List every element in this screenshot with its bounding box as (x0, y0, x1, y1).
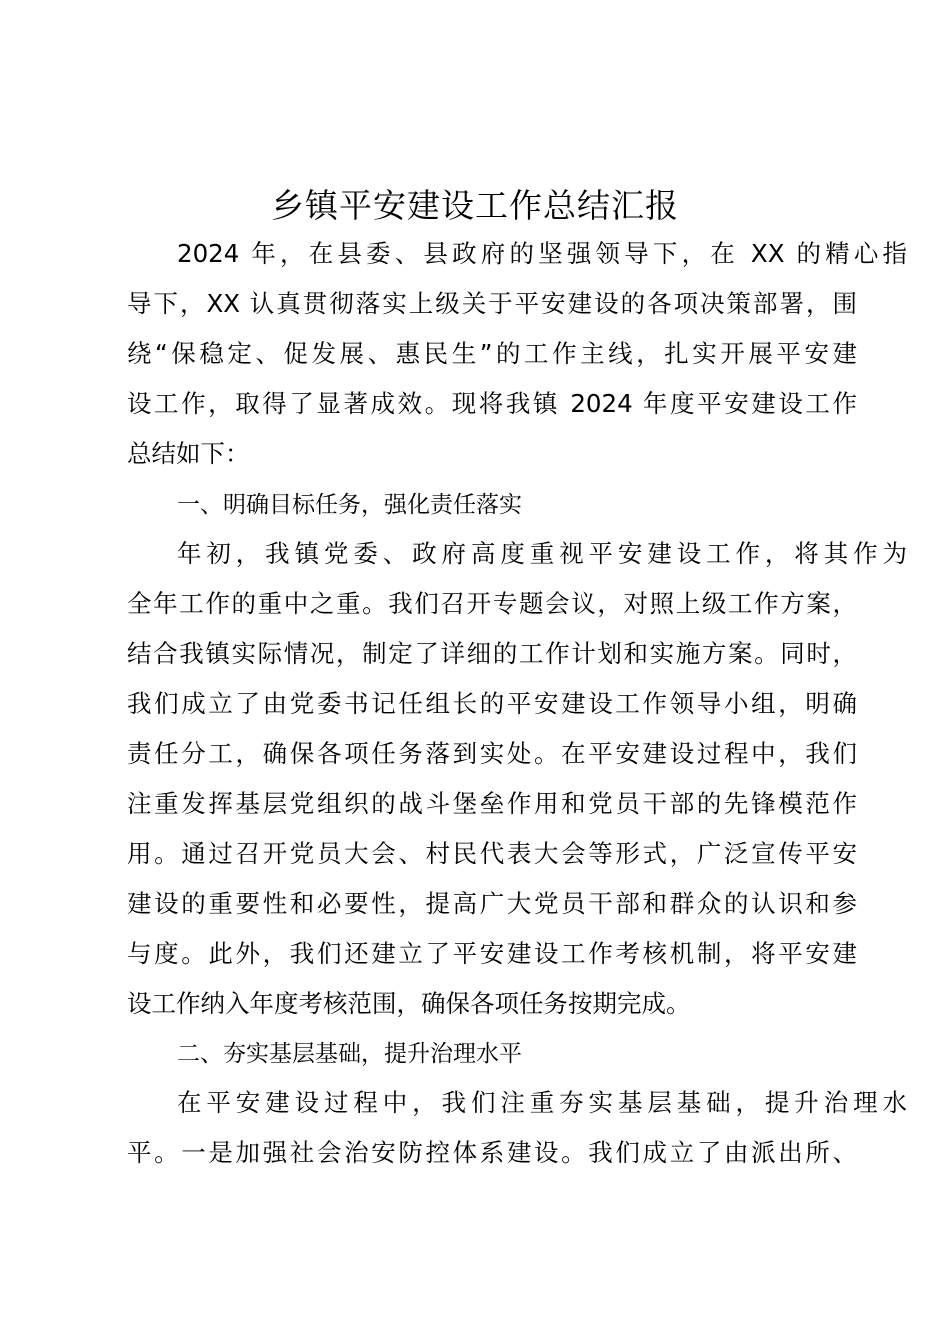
paragraph-line: 平。一是加强社会治安防控体系建设。我们成立了由派出所、 (127, 1138, 857, 1167)
paragraph-line: 与度。此外，我们还建立了平安建设工作考核机制，将平安建 (127, 939, 857, 968)
section-heading: 二、夯实基层基础，提升治理水平 (177, 1041, 522, 1067)
paragraph-line: 在平安建设过程中，我们注重夯实基层基础，提升治理水 (177, 1088, 907, 1117)
paragraph-line: 2024 年，在县委、县政府的坚强领导下，在 XX 的精心指 (177, 239, 907, 268)
paragraph-line: 结合我镇实际情况，制定了详细的工作计划和实施方案。同时， (127, 639, 857, 668)
paragraph-line: 注重发挥基层党组织的战斗堡垒作用和党员干部的先锋模范作 (127, 789, 857, 818)
paragraph-line: 建设的重要性和必要性，提高广大党员干部和群众的认识和参 (127, 889, 857, 918)
paragraph-line: 设工作，取得了显著成效。现将我镇 2024 年度平安建设工作 (127, 389, 857, 418)
paragraph-line: 导下，XX 认真贯彻落实上级关于平安建设的各项决策部署，围 (127, 289, 857, 318)
section-heading: 一、明确目标任务，强化责任落实 (177, 492, 522, 518)
document-title: 乡镇平安建设工作总结汇报 (271, 186, 679, 225)
paragraph-line: 设工作纳入年度考核范围，确保各项任务按期完成。 (127, 989, 691, 1018)
paragraph-line: 责任分工，确保各项任务落到实处。在平安建设过程中，我们 (127, 739, 857, 768)
paragraph-line: 全年工作的重中之重。我们召开专题会议，对照上级工作方案， (127, 589, 857, 618)
paragraph-line: 绕“保稳定、促发展、惠民生”的工作主线，扎实开展平安建 (127, 339, 857, 368)
paragraph-line: 我们成立了由党委书记任组长的平安建设工作领导小组，明确 (127, 689, 857, 718)
paragraph-line: 年初，我镇党委、政府高度重视平安建设工作，将其作为 (177, 539, 907, 568)
paragraph-line: 用。通过召开党员大会、村民代表大会等形式，广泛宣传平安 (127, 839, 857, 868)
paragraph-line: 总结如下： (127, 439, 250, 468)
